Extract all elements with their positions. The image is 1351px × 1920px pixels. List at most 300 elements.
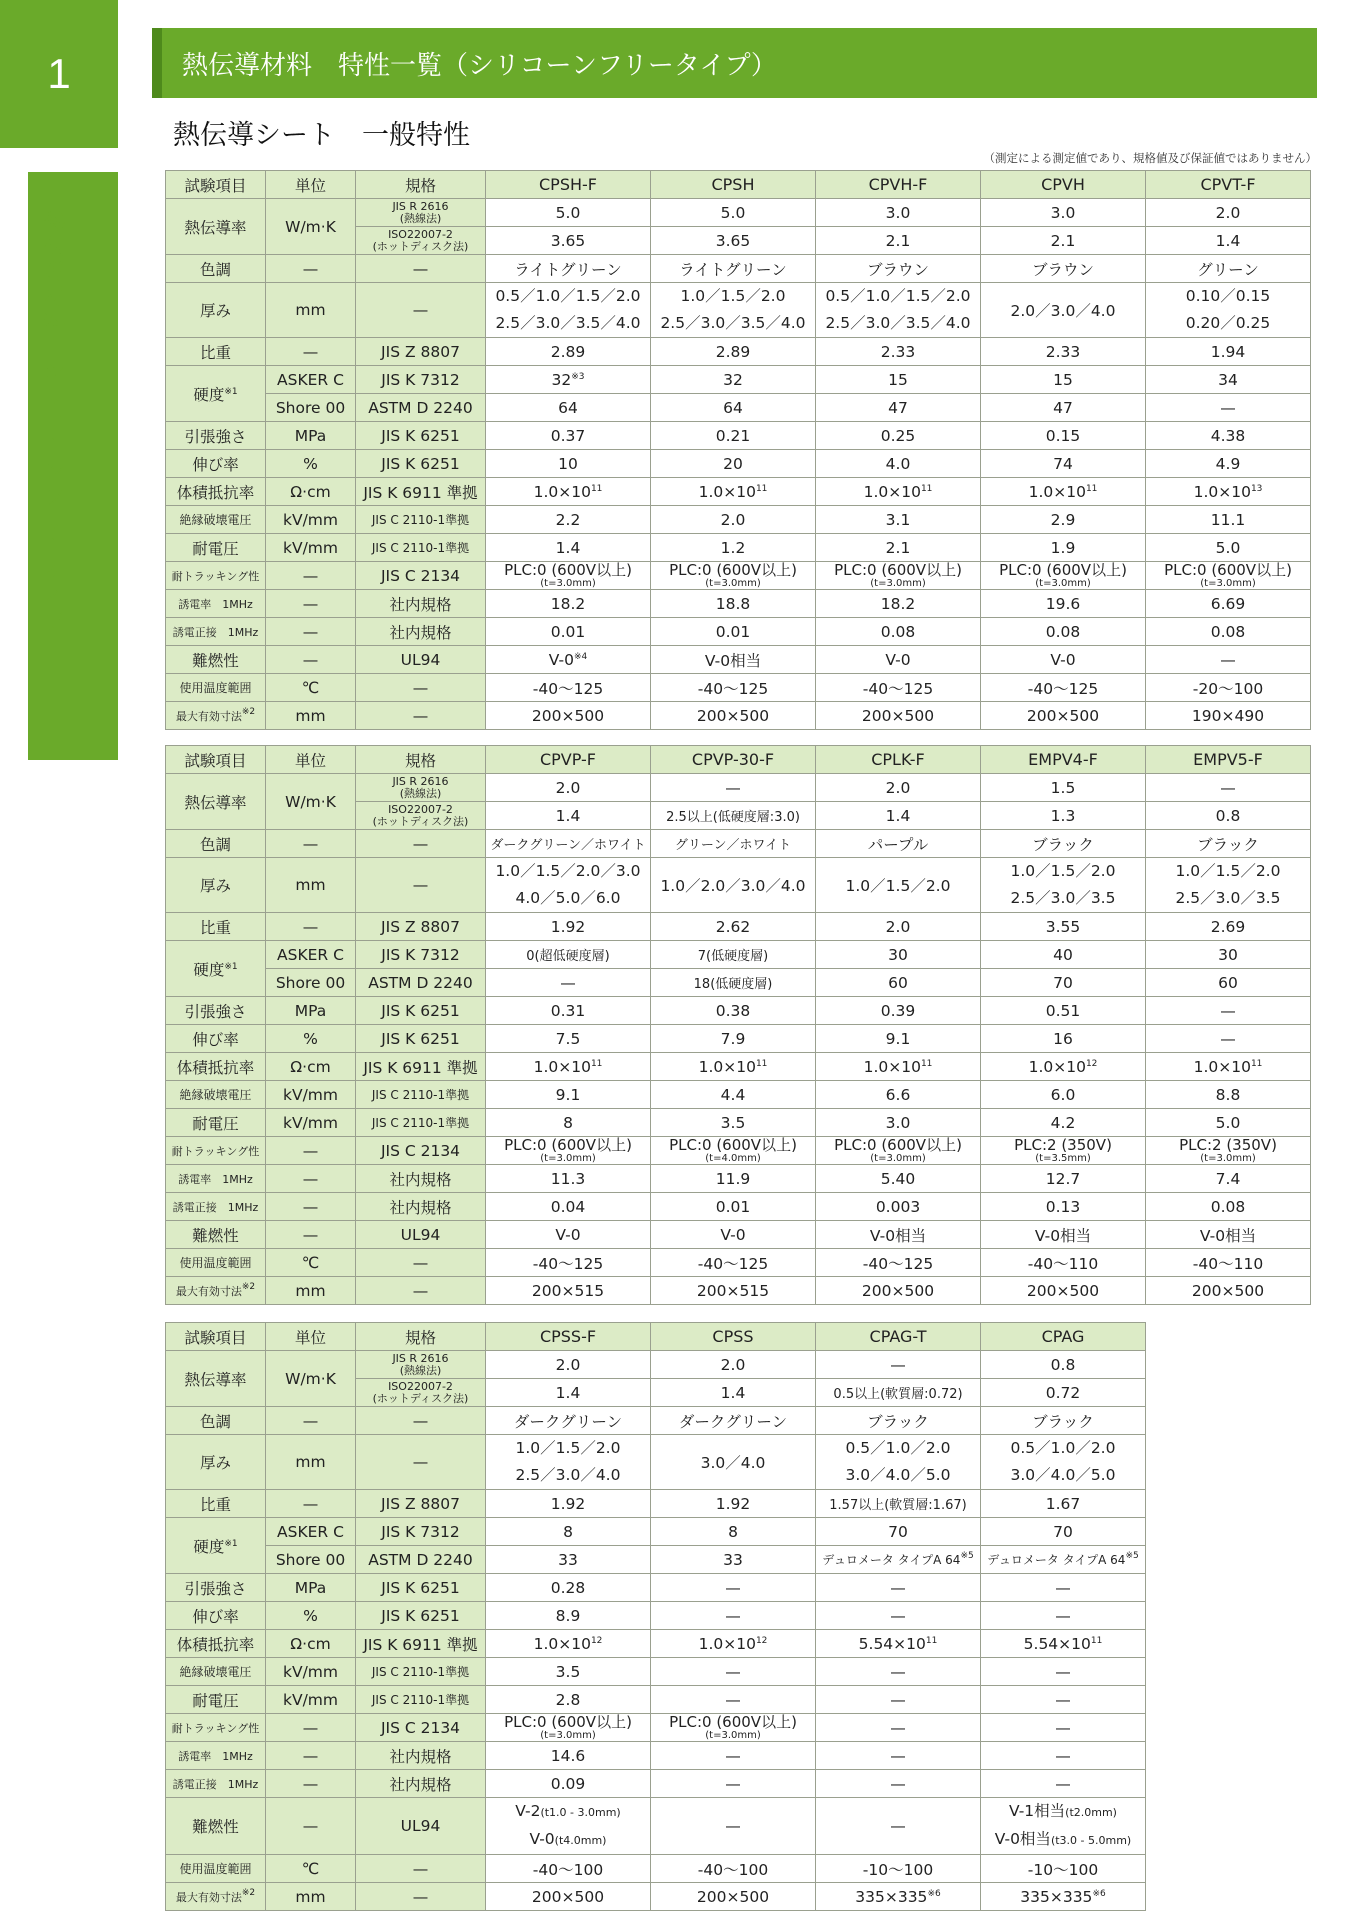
- value-cell: 8.9: [486, 1602, 651, 1630]
- value-cell: V-1相当(t2.0mm) V-0相当(t3.0 - 5.0mm): [981, 1798, 1146, 1855]
- unit-cell: —: [266, 255, 356, 283]
- standard-cell: UL94: [356, 1798, 486, 1855]
- table-row: [166, 1518, 1146, 1546]
- value-cell: 1.67: [981, 1490, 1146, 1518]
- value-cell: 12.7: [981, 1165, 1146, 1193]
- row-label-tangent: 誘電正接 1MHz: [166, 1193, 266, 1221]
- value-cell: 3.55: [981, 913, 1146, 941]
- standard-cell: ASTM D 2240: [356, 1546, 486, 1574]
- table-row: [166, 506, 1311, 534]
- value-cell: —: [981, 1602, 1146, 1630]
- table-row: [166, 1883, 1146, 1911]
- col-unit-header: 単位: [266, 171, 356, 199]
- row-label-color: 色調: [166, 255, 266, 283]
- unit-cell: —: [266, 1137, 356, 1165]
- standard-cell: 社内規格: [356, 1742, 486, 1770]
- value-cell: 2.1: [816, 227, 981, 255]
- row-label-breakdown: 絶縁破壊電圧: [166, 1658, 266, 1686]
- value-cell: —: [816, 1798, 981, 1855]
- table-row: [166, 1053, 1311, 1081]
- value-cell: 1.3: [981, 802, 1146, 830]
- value-cell: 30: [1146, 941, 1311, 969]
- value-cell: PLC:0 (600V以上) (t=3.0mm): [486, 562, 651, 590]
- header-bar: [152, 28, 1317, 98]
- value-cell: 3.65: [651, 227, 816, 255]
- value-cell: V-0相当: [981, 1221, 1146, 1249]
- value-cell: デュロメータ タイプA 64$^{※5}$: [816, 1546, 981, 1574]
- value-cell: $1.0\times 10^{11}$: [1146, 1053, 1311, 1081]
- unit-cell: Shore 00: [266, 969, 356, 997]
- model-header: CPVH-F: [816, 171, 981, 199]
- standard-cell: ISO22007-2 (ホットディスク法): [356, 227, 486, 255]
- row-label-elongation: 伸び率: [166, 450, 266, 478]
- value-cell: 2.0: [816, 913, 981, 941]
- value-cell: —: [981, 1742, 1146, 1770]
- standard-cell: —: [356, 674, 486, 702]
- model-header: CPLK-F: [816, 746, 981, 774]
- row-label-permittivity: 誘電率 1MHz: [166, 590, 266, 618]
- value-cell: 11.9: [651, 1165, 816, 1193]
- table-row: [166, 450, 1311, 478]
- unit-cell: —: [266, 1165, 356, 1193]
- value-cell: 74: [981, 450, 1146, 478]
- row-label-tangent: 誘電正接 1MHz: [166, 1770, 266, 1798]
- standard-cell: JIS K 6251: [356, 997, 486, 1025]
- standard-cell: —: [356, 830, 486, 858]
- table-row: [166, 1574, 1146, 1602]
- value-cell: PLC:0 (600V以上) (t=3.0mm): [816, 1137, 981, 1165]
- value-cell: —: [651, 1686, 816, 1714]
- value-cell: 200×500: [816, 1277, 981, 1305]
- value-cell: 200×500: [651, 702, 816, 730]
- table-header-row: [166, 746, 1311, 774]
- unit-cell: MPa: [266, 422, 356, 450]
- value-cell: —: [651, 774, 816, 802]
- value-cell: —: [1146, 646, 1311, 674]
- value-cell: 11.3: [486, 1165, 651, 1193]
- table-row: [166, 534, 1311, 562]
- model-header: EMPV5-F: [1146, 746, 1311, 774]
- value-cell: PLC:2 (350V) (t=3.0mm): [1146, 1137, 1311, 1165]
- value-cell: 0.8: [1146, 802, 1311, 830]
- value-cell: 1.4: [816, 802, 981, 830]
- unit-cell: —: [266, 1770, 356, 1798]
- standard-cell: —: [356, 1435, 486, 1490]
- value-cell: グリーン／ホワイト: [651, 830, 816, 858]
- value-cell: —: [1146, 394, 1311, 422]
- value-cell: 18.2: [816, 590, 981, 618]
- standard-cell: JIS K 6251: [356, 1602, 486, 1630]
- value-cell: 1.4: [651, 1379, 816, 1407]
- unit-cell: —: [266, 1798, 356, 1855]
- value-cell: 3.0: [981, 199, 1146, 227]
- value-cell: —: [651, 1798, 816, 1855]
- value-cell: ブラック: [816, 1407, 981, 1435]
- table-row: [166, 1025, 1311, 1053]
- page-subtitle: 熱伝導シート 一般特性: [173, 120, 470, 151]
- value-cell: 0.21: [651, 422, 816, 450]
- standard-cell: JIS R 2616 (熱線法): [356, 774, 486, 802]
- table-row: [166, 646, 1311, 674]
- standard-cell: —: [356, 255, 486, 283]
- value-cell: 1.4: [1146, 227, 1311, 255]
- standard-cell: —: [356, 283, 486, 338]
- unit-cell: MPa: [266, 997, 356, 1025]
- unit-cell: mm: [266, 1435, 356, 1490]
- row-label-tensile: 引張強さ: [166, 1574, 266, 1602]
- table-row: [166, 774, 1311, 802]
- table-row: [166, 969, 1311, 997]
- table-row: [166, 338, 1311, 366]
- value-cell: 4.9: [1146, 450, 1311, 478]
- standard-cell: JIS C 2110-1準拠: [356, 1686, 486, 1714]
- value-cell: ブラック: [1146, 830, 1311, 858]
- value-cell: PLC:0 (600V以上) (t=3.0mm): [486, 1714, 651, 1742]
- value-cell: 0.08: [981, 618, 1146, 646]
- row-label-thickness: 厚み: [166, 1435, 266, 1490]
- row-label-thickness: 厚み: [166, 283, 266, 338]
- value-cell: 70: [981, 1518, 1146, 1546]
- value-cell: —: [981, 1714, 1146, 1742]
- standard-cell: —: [356, 1249, 486, 1277]
- value-cell: ダークグリーン: [486, 1407, 651, 1435]
- value-cell: デュロメータ タイプA 64$^{※5}$: [981, 1546, 1146, 1574]
- standard-cell: JIS K 6251: [356, 1574, 486, 1602]
- row-label-withstand: 耐電圧: [166, 1109, 266, 1137]
- table-row: [166, 1109, 1311, 1137]
- value-cell: $1.0\times 10^{11}$: [651, 1053, 816, 1081]
- value-cell: 0.5以上(軟質層:0.72): [816, 1379, 981, 1407]
- value-cell: -40～125: [651, 674, 816, 702]
- value-cell: 2.0: [486, 774, 651, 802]
- row-label-hardness: 硬度$^{※1}$: [166, 941, 266, 997]
- table-row: [166, 1081, 1311, 1109]
- standard-cell: JIS C 2134: [356, 1714, 486, 1742]
- value-cell: PLC:0 (600V以上) (t=3.0mm): [1146, 562, 1311, 590]
- value-cell: 0.72: [981, 1379, 1146, 1407]
- standard-cell: JIS Z 8807: [356, 913, 486, 941]
- standard-cell: JIS R 2616 (熱線法): [356, 1351, 486, 1379]
- table-row: [166, 1770, 1146, 1798]
- value-cell: 20: [651, 450, 816, 478]
- value-cell: 200×500: [1146, 1277, 1311, 1305]
- table-row: [166, 283, 1311, 338]
- chapter-number: 1: [47, 50, 71, 97]
- value-cell: 33: [486, 1546, 651, 1574]
- value-cell: —: [816, 1574, 981, 1602]
- value-cell: 2.89: [651, 338, 816, 366]
- value-cell: $1.0\times 10^{11}$: [981, 478, 1146, 506]
- value-cell: 8: [486, 1109, 651, 1137]
- unit-cell: —: [266, 646, 356, 674]
- value-cell: 200×515: [651, 1277, 816, 1305]
- measurement-note: （測定による測定値であり、規格値及び保証値ではありません）: [983, 151, 1317, 165]
- standard-cell: —: [356, 1407, 486, 1435]
- value-cell: 2.0: [651, 506, 816, 534]
- value-cell: 30: [816, 941, 981, 969]
- standard-cell: JIS C 2110-1準拠: [356, 534, 486, 562]
- standard-cell: 社内規格: [356, 590, 486, 618]
- unit-cell: —: [266, 590, 356, 618]
- unit-cell: —: [266, 562, 356, 590]
- value-cell: PLC:0 (600V以上) (t=3.0mm): [981, 562, 1146, 590]
- value-cell: 4.0: [816, 450, 981, 478]
- value-cell: 60: [1146, 969, 1311, 997]
- value-cell: $1.0\times 10^{11}$: [486, 1053, 651, 1081]
- value-cell: 15: [816, 366, 981, 394]
- table-row: [166, 997, 1311, 1025]
- value-cell: 6.69: [1146, 590, 1311, 618]
- value-cell: 7.9: [651, 1025, 816, 1053]
- value-cell: 0.28: [486, 1574, 651, 1602]
- value-cell: 33: [651, 1546, 816, 1574]
- spec-table-2: [165, 745, 1311, 1305]
- col-standard-header: 規格: [356, 746, 486, 774]
- row-label-tracking: 耐トラッキング性: [166, 1714, 266, 1742]
- standard-cell: JIS Z 8807: [356, 1490, 486, 1518]
- value-cell: 16: [981, 1025, 1146, 1053]
- value-cell: 5.0: [1146, 1109, 1311, 1137]
- unit-cell: —: [266, 618, 356, 646]
- row-label-volume-resistivity: 体積抵抗率: [166, 478, 266, 506]
- value-cell: —: [981, 1574, 1146, 1602]
- value-cell: —: [651, 1658, 816, 1686]
- model-header: CPVH: [981, 171, 1146, 199]
- table-row: [166, 255, 1311, 283]
- value-cell: -20～100: [1146, 674, 1311, 702]
- value-cell: 0.01: [651, 618, 816, 646]
- unit-cell: mm: [266, 858, 356, 913]
- unit-cell: ASKER C: [266, 941, 356, 969]
- value-cell: 0.37: [486, 422, 651, 450]
- value-cell: —: [816, 1742, 981, 1770]
- value-cell: V-0$^{※4}$: [486, 646, 651, 674]
- value-cell: —: [816, 1686, 981, 1714]
- col-item-header: 試験項目: [166, 1323, 266, 1351]
- value-cell: 3.0: [816, 199, 981, 227]
- table-row: [166, 1798, 1146, 1855]
- value-cell: 0.04: [486, 1193, 651, 1221]
- value-cell: V-0相当: [1146, 1221, 1311, 1249]
- value-cell: —: [1146, 997, 1311, 1025]
- unit-cell: kV/mm: [266, 506, 356, 534]
- value-cell: PLC:2 (350V) (t=3.5mm): [981, 1137, 1146, 1165]
- value-cell: -40～125: [651, 1249, 816, 1277]
- unit-cell: MPa: [266, 1574, 356, 1602]
- value-cell: 0.08: [1146, 1193, 1311, 1221]
- table-row: [166, 1602, 1146, 1630]
- value-cell: -40～110: [1146, 1249, 1311, 1277]
- value-cell: 0.003: [816, 1193, 981, 1221]
- value-cell: 7(低硬度層): [651, 941, 816, 969]
- table-row: [166, 394, 1311, 422]
- value-cell: 0.08: [1146, 618, 1311, 646]
- row-label-permittivity: 誘電率 1MHz: [166, 1742, 266, 1770]
- value-cell: 8: [651, 1518, 816, 1546]
- standard-cell: JIS K 6911 準拠: [356, 1053, 486, 1081]
- row-label-elongation: 伸び率: [166, 1025, 266, 1053]
- value-cell: -10～100: [816, 1855, 981, 1883]
- unit-cell: mm: [266, 1883, 356, 1911]
- unit-cell: —: [266, 1193, 356, 1221]
- standard-cell: JIS C 2110-1準拠: [356, 1658, 486, 1686]
- col-standard-header: 規格: [356, 1323, 486, 1351]
- standard-cell: —: [356, 858, 486, 913]
- value-cell: —: [651, 1770, 816, 1798]
- value-cell: PLC:0 (600V以上) (t=3.0mm): [651, 562, 816, 590]
- value-cell: 7.5: [486, 1025, 651, 1053]
- value-cell: 1.57以上(軟質層:1.67): [816, 1490, 981, 1518]
- value-cell: 0.8: [981, 1351, 1146, 1379]
- table-row: [166, 1658, 1146, 1686]
- standard-cell: JIS K 6911 準拠: [356, 478, 486, 506]
- row-label-tangent: 誘電正接 1MHz: [166, 618, 266, 646]
- standard-cell: —: [356, 1855, 486, 1883]
- table-row: [166, 1351, 1146, 1379]
- value-cell: -40～125: [816, 674, 981, 702]
- spec-table-1: [165, 170, 1311, 730]
- row-label-flame: 難燃性: [166, 1798, 266, 1855]
- value-cell: 1.0／1.5／2.0 2.5／3.0／4.0: [486, 1435, 651, 1490]
- value-cell: $5.54\times 10^{11}$: [981, 1630, 1146, 1658]
- value-cell: 3.1: [816, 506, 981, 534]
- standard-cell: JIS C 2110-1準拠: [356, 506, 486, 534]
- row-label-temp: 使用温度範囲: [166, 674, 266, 702]
- value-cell: —: [1146, 1025, 1311, 1053]
- standard-cell: 社内規格: [356, 1193, 486, 1221]
- value-cell: 8.8: [1146, 1081, 1311, 1109]
- row-label-thermal: 熱伝導率: [166, 1351, 266, 1407]
- value-cell: 4.2: [981, 1109, 1146, 1137]
- row-label-breakdown: 絶縁破壊電圧: [166, 506, 266, 534]
- value-cell: —: [651, 1602, 816, 1630]
- value-cell: 8: [486, 1518, 651, 1546]
- value-cell: 18.2: [486, 590, 651, 618]
- standard-cell: JIS R 2616 (熱線法): [356, 199, 486, 227]
- unit-cell: ASKER C: [266, 366, 356, 394]
- table-row: [166, 1165, 1311, 1193]
- standard-cell: JIS C 2134: [356, 1137, 486, 1165]
- value-cell: 19.6: [981, 590, 1146, 618]
- value-cell: -40～125: [981, 674, 1146, 702]
- value-cell: 190×490: [1146, 702, 1311, 730]
- standard-cell: JIS K 7312: [356, 1518, 486, 1546]
- value-cell: 0.25: [816, 422, 981, 450]
- value-cell: 2.0: [816, 774, 981, 802]
- unit-cell: kV/mm: [266, 534, 356, 562]
- row-label-color: 色調: [166, 1407, 266, 1435]
- value-cell: ライトグリーン: [486, 255, 651, 283]
- value-cell: $1.0\times 10^{11}$: [816, 1053, 981, 1081]
- value-cell: 0(超低硬度層): [486, 941, 651, 969]
- value-cell: 15: [981, 366, 1146, 394]
- unit-cell: kV/mm: [266, 1109, 356, 1137]
- value-cell: $1.0\times 10^{11}$: [486, 478, 651, 506]
- value-cell: 1.4: [486, 534, 651, 562]
- table-row: [166, 1249, 1311, 1277]
- value-cell: —: [816, 1602, 981, 1630]
- table-row: [166, 478, 1311, 506]
- value-cell: 1.92: [486, 913, 651, 941]
- unit-cell: —: [266, 1490, 356, 1518]
- standard-cell: 社内規格: [356, 618, 486, 646]
- value-cell: ダークグリーン: [651, 1407, 816, 1435]
- row-label-withstand: 耐電圧: [166, 534, 266, 562]
- value-cell: 0.5／1.0／2.0 3.0／4.0／5.0: [981, 1435, 1146, 1490]
- value-cell: 200×515: [486, 1277, 651, 1305]
- unit-cell: mm: [266, 702, 356, 730]
- row-label-withstand: 耐電圧: [166, 1686, 266, 1714]
- value-cell: 3.0／4.0: [651, 1435, 816, 1490]
- standard-cell: JIS C 2110-1準拠: [356, 1109, 486, 1137]
- table-row: [166, 422, 1311, 450]
- value-cell: 2.9: [981, 506, 1146, 534]
- row-label-maxsize: 最大有効寸法$^{※2}$: [166, 1883, 266, 1911]
- value-cell: 1.92: [486, 1490, 651, 1518]
- table-row: [166, 562, 1311, 590]
- value-cell: 1.0／1.5／2.0 2.5／3.0／3.5: [1146, 858, 1311, 913]
- standard-cell: JIS K 7312: [356, 366, 486, 394]
- value-cell: V-0相当: [651, 646, 816, 674]
- unit-cell: kV/mm: [266, 1081, 356, 1109]
- value-cell: 1.2: [651, 534, 816, 562]
- value-cell: V-0相当: [816, 1221, 981, 1249]
- value-cell: —: [981, 1658, 1146, 1686]
- value-cell: —: [816, 1770, 981, 1798]
- unit-cell: %: [266, 1025, 356, 1053]
- value-cell: 0.39: [816, 997, 981, 1025]
- table-row: [166, 702, 1311, 730]
- value-cell: ブラウン: [816, 255, 981, 283]
- chapter-number-tab: [0, 0, 118, 148]
- row-label-sg: 比重: [166, 338, 266, 366]
- standard-cell: 社内規格: [356, 1165, 486, 1193]
- unit-cell: W/m·K: [266, 199, 356, 255]
- standard-cell: JIS K 6251: [356, 1025, 486, 1053]
- row-label-sg: 比重: [166, 1490, 266, 1518]
- row-label-thermal: 熱伝導率: [166, 199, 266, 255]
- side-section-label: 熱伝導材料 シリコーンフリータイプ: [40, 210, 65, 635]
- table-row: [166, 1630, 1146, 1658]
- value-cell: —: [981, 1686, 1146, 1714]
- table-row: [166, 590, 1311, 618]
- value-cell: PLC:0 (600V以上) (t=3.0mm): [816, 562, 981, 590]
- value-cell: 47: [981, 394, 1146, 422]
- value-cell: 2.1: [816, 534, 981, 562]
- value-cell: 2.0: [651, 1351, 816, 1379]
- standard-cell: ASTM D 2240: [356, 394, 486, 422]
- side-tab-inner: [0, 172, 28, 760]
- value-cell: 9.1: [486, 1081, 651, 1109]
- row-label-sg: 比重: [166, 913, 266, 941]
- unit-cell: Ω·cm: [266, 1630, 356, 1658]
- standard-cell: JIS C 2110-1準拠: [356, 1081, 486, 1109]
- value-cell: 9.1: [816, 1025, 981, 1053]
- unit-cell: mm: [266, 283, 356, 338]
- row-label-tensile: 引張強さ: [166, 997, 266, 1025]
- unit-cell: Ω·cm: [266, 478, 356, 506]
- value-cell: 40: [981, 941, 1146, 969]
- value-cell: -40～125: [816, 1249, 981, 1277]
- table-row: [166, 1193, 1311, 1221]
- value-cell: 1.0／1.5／2.0: [816, 858, 981, 913]
- model-header: CPVP-30-F: [651, 746, 816, 774]
- value-cell: -40～100: [486, 1855, 651, 1883]
- value-cell: 2.33: [981, 338, 1146, 366]
- standard-cell: JIS Z 8807: [356, 338, 486, 366]
- col-unit-header: 単位: [266, 1323, 356, 1351]
- value-cell: 200×500: [651, 1883, 816, 1911]
